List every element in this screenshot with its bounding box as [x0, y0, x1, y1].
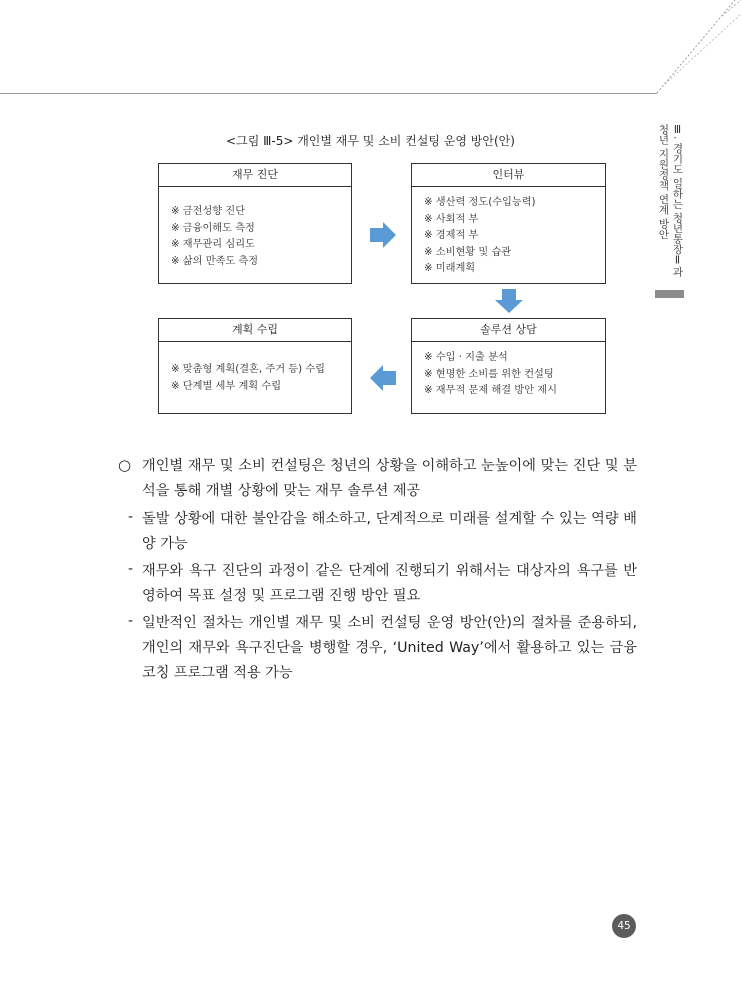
list-item: ※ 단계별 세부 계획 수립 — [171, 380, 282, 392]
finance-diagnosis-title: 재무 진단 — [159, 164, 351, 187]
list-item: ※ 재무적 문제 해결 방안 제시 — [424, 385, 557, 396]
list-item: ※ 생산력 정도(수입능력) — [424, 197, 536, 208]
list-item: ※ 현명한 소비를 위한 컨설팅 — [424, 368, 554, 380]
list-item: ※ 경제적 부 — [424, 230, 479, 241]
chapter-title-line2: 청년 지원정책 연계 방안 — [657, 124, 670, 240]
main-paragraph: 개인별 재무 및 소비 컨설팅은 청년의 상황을 이해하고 눈높이에 맞는 진단 및 분석을 통해 개별 상황에 맞는 재무 솔루션 제공 — [142, 458, 637, 499]
page-number: 45 — [612, 914, 636, 938]
arrow-left-icon — [369, 364, 397, 392]
figure-caption: <그림 Ⅲ-5> 개인별 재무 및 소비 컨설팅 운영 방안(안) — [226, 134, 515, 148]
list-item: ※ 금융이해도 측정 — [171, 222, 255, 234]
dash-bullet: - — [128, 509, 134, 525]
interview-title: 인터뷰 — [412, 164, 605, 187]
interview-box — [411, 163, 606, 284]
dash-bullet: - — [128, 561, 134, 577]
circle-bullet: ○ — [118, 456, 132, 474]
solution-title: 솔루션 상담 — [412, 319, 605, 342]
list-item: ※ 소비현황 및 습관 — [424, 246, 512, 258]
arrow-right-icon — [369, 221, 397, 249]
list-item: ※ 금전성향 진단 — [171, 206, 246, 217]
chapter-title-line1: Ⅲ. 경기도 일하는 청년통장Ⅱ과 — [671, 124, 684, 277]
sub-paragraph-2: 재무와 욕구 진단의 과정이 같은 단계에 진행되기 위해서는 대상자의 욕구를 반영하여 목표 설정 및 프로그램 진행 방안 필요 — [142, 563, 637, 604]
dash-bullet: - — [128, 613, 134, 629]
arrow-down-icon — [494, 288, 524, 314]
sub-paragraph-3: 일반적인 절차는 개인별 재무 및 소비 컨설팅 운영 방안(안)의 절차를 준용하되, 개인의 재무와 욕구진단을 병행할 경우, ‘United Way’에서 활용하고 있는 금융코칭 프로그램 적용 가능 — [142, 615, 637, 681]
sub-paragraph-1: 돌발 상황에 대한 불안감을 해소하고, 단계적으로 미래를 설계할 수 있는 역량 배양 가능 — [142, 511, 637, 552]
finance-diagnosis-box — [158, 163, 352, 284]
header-rule — [0, 93, 657, 94]
corner-decoration — [640, 0, 741, 100]
list-item: ※ 삶의 만족도 측정 — [171, 255, 259, 267]
list-item: ※ 맞춤형 계획(결혼, 주거 등) 수립 — [171, 364, 326, 375]
list-item: ※ 수입 · 지출 분석 — [424, 352, 508, 363]
solution-box — [411, 318, 606, 414]
chapter-marker-bar — [655, 290, 684, 298]
list-item: ※ 미래계획 — [424, 263, 476, 274]
list-item: ※ 사회적 부 — [424, 213, 479, 225]
chapter-side-tab — [655, 124, 685, 300]
plan-box — [158, 318, 352, 414]
plan-title: 계획 수립 — [159, 319, 351, 342]
list-item: ※ 재무관리 심리도 — [171, 239, 255, 250]
